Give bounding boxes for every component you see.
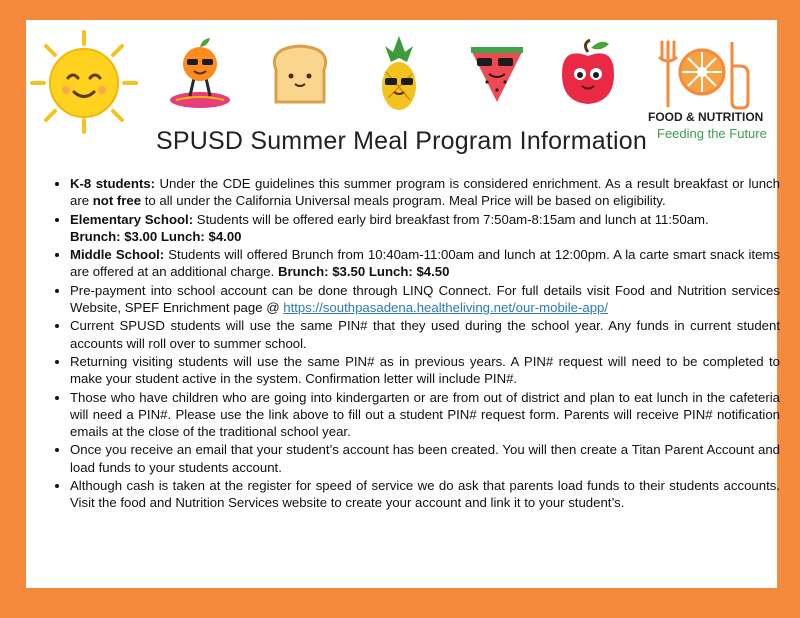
list-item: • Once you receive an email that your student’s account has been created. You will then create a Titan Parent Account and load funds to your students account. xyxy=(70,441,780,475)
price-text: Brunch: $3.50 Lunch: $4.50 xyxy=(277,264,450,280)
item-lead: K-8 students: xyxy=(70,176,156,191)
info-list xyxy=(46,175,780,513)
list-item: • Current SPUSD students will use the same PIN# that they used during the school year. Any funds in current student accounts will roll over to summer school. xyxy=(70,317,780,351)
flyer-card xyxy=(26,20,780,588)
item-lead: Elementary School: xyxy=(70,211,194,227)
watermelon-illustration xyxy=(467,42,527,112)
pineapple-illustration xyxy=(374,34,424,118)
list-item: • Elementary School: Students will be offered early bird breakfast from 7:50am-8:15am and lunch at 11:50am. Brunch: $3.00 Lunch: $4.00 xyxy=(70,211,780,245)
apple-illustration xyxy=(558,38,618,108)
list-item: • K-8 students: Under the CDE guidelines this summer program is considered enrichment. As a result breakfast or lunch are not free to all under the California Universal meals program. Meal Price will be based on eligibility. xyxy=(70,175,780,209)
item-lead: Middle School: xyxy=(70,247,165,263)
mobile-app-link[interactable]: https://southpasadena.healtheliving.net/our-mobile-app/ xyxy=(283,299,609,315)
orange-surfing-illustration xyxy=(166,34,236,114)
price-text: Brunch: $3.00 Lunch: $4.00 xyxy=(70,228,242,244)
toast-illustration xyxy=(266,40,336,110)
list-item: • Pre-payment into school account can be done through LINQ Connect. For full details visit Food and Nutrition services Website, SPEF Enrichment page @ https://southpasadena.healtheliving.net/our-mobile-app/ xyxy=(70,282,780,316)
list-item: • Middle School: Students will offered Brunch from 10:40am-11:00am and lunch at 12:00pm. A la carte smart snack items are offered at an additional charge. Brunch: $3.50 Lunch: $4.50 xyxy=(70,246,780,280)
list-item: • Those who have children who are going into kindergarten or are from out of district and plan to eat lunch in the cafeteria will need a PIN#. Please use the link above to fill out a student PIN# request form. Parents will receive PIN# notification emails at the close of the traditional school year. xyxy=(70,389,780,441)
emphasis-text: not free xyxy=(92,193,142,209)
logo-tagline: Feeding the Future xyxy=(657,126,767,141)
logo-brand: FOOD & NUTRITION xyxy=(648,110,764,124)
list-item: • Although cash is taken at the register for speed of service we do ask that parents load funds to their students accounts. Visit the food and Nutrition Services website to create your account and link it to your student’s. xyxy=(70,477,780,511)
food-nutrition-logo xyxy=(654,38,754,110)
sun-illustration xyxy=(26,28,146,140)
list-item: • Returning visiting students will use the same PIN# as in previous years. A PIN# request will need to be completed to make your student active in the system. Confirmation letter will include PIN#. xyxy=(70,353,780,387)
page-title: SPUSD Summer Meal Program Information xyxy=(156,127,647,155)
